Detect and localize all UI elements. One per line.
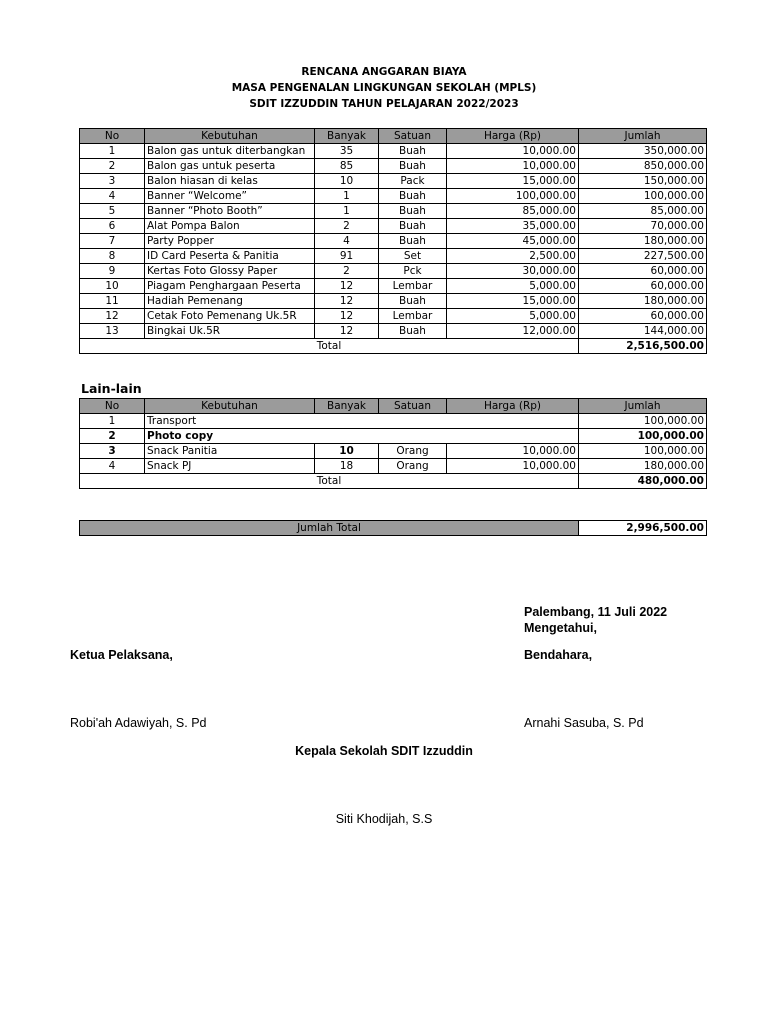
cell-kebutuhan: Balon gas untuk diterbangkan — [145, 144, 315, 159]
cell-no: 3 — [80, 444, 145, 459]
cell-kebutuhan: Bingkai Uk.5R — [145, 324, 315, 339]
table-row — [80, 249, 707, 264]
cell-satuan: Buah — [379, 324, 447, 339]
cell-jumlah: 180,000.00 — [579, 459, 707, 474]
cell-banyak: 4 — [315, 234, 379, 249]
cell-satuan: Pck — [379, 264, 447, 279]
table-header-row — [80, 399, 707, 414]
table-row — [80, 144, 707, 159]
cell-harga: 35,000.00 — [447, 219, 579, 234]
cell-jumlah: 100,000.00 — [579, 189, 707, 204]
total-value: 2,516,500.00 — [579, 339, 707, 354]
table-row — [80, 309, 707, 324]
cell-jumlah: 180,000.00 — [579, 234, 707, 249]
cell-harga: 85,000.00 — [447, 204, 579, 219]
total-row — [80, 339, 707, 354]
cell-kebutuhan: Cetak Foto Pemenang Uk.5R — [145, 309, 315, 324]
cell-satuan: Orang — [379, 444, 447, 459]
cell-no: 4 — [80, 189, 145, 204]
grand-total-value: 2,996,500.00 — [579, 521, 707, 536]
cell-no: 4 — [80, 459, 145, 474]
cell-banyak: 35 — [315, 144, 379, 159]
total-label: Total — [80, 339, 579, 354]
cell-kebutuhan: Banner “Photo Booth” — [145, 204, 315, 219]
cell-no: 3 — [80, 174, 145, 189]
cell-jumlah: 60,000.00 — [579, 264, 707, 279]
table-row — [80, 174, 707, 189]
cell-satuan: Buah — [379, 159, 447, 174]
col-header-banyak: Banyak — [315, 399, 379, 414]
cell-no: 6 — [80, 219, 145, 234]
cell-banyak: 1 — [315, 204, 379, 219]
cell-jumlah: 70,000.00 — [579, 219, 707, 234]
total-label: Total — [80, 474, 579, 489]
cell-satuan: Buah — [379, 294, 447, 309]
cell-harga: 10,000.00 — [447, 444, 579, 459]
table-row — [80, 429, 707, 444]
title-line-3: SDIT IZZUDDIN TAHUN PELAJARAN 2022/2023 — [249, 98, 519, 110]
grand-total-table — [79, 520, 707, 536]
cell-satuan: Lembar — [379, 309, 447, 324]
cell-satuan: Buah — [379, 219, 447, 234]
cell-no: 13 — [80, 324, 145, 339]
cell-satuan: Buah — [379, 204, 447, 219]
cell-harga: 15,000.00 — [447, 174, 579, 189]
cell-harga: 45,000.00 — [447, 234, 579, 249]
cell-jumlah: 180,000.00 — [579, 294, 707, 309]
cell-harga: 5,000.00 — [447, 309, 579, 324]
cell-jumlah: 60,000.00 — [579, 279, 707, 294]
cell-no: 1 — [80, 414, 145, 429]
cell-kebutuhan: Balon hiasan di kelas — [145, 174, 315, 189]
lain-lain-table — [79, 398, 707, 489]
col-header-kebutuhan: Kebutuhan — [145, 399, 315, 414]
ketua-name: Robi'ah Adawiyah, S. Pd — [70, 716, 207, 730]
cell-satuan: Buah — [379, 144, 447, 159]
cell-satuan: Lembar — [379, 279, 447, 294]
cell-banyak: 2 — [315, 219, 379, 234]
kepsek-name: Siti Khodijah, S.S — [335, 812, 433, 826]
cell-kebutuhan: Balon gas untuk peserta — [145, 159, 315, 174]
cell-kebutuhan: Banner “Welcome” — [145, 189, 315, 204]
col-header-banyak: Banyak — [315, 129, 379, 144]
col-header-satuan: Satuan — [379, 399, 447, 414]
cell-no: 8 — [80, 249, 145, 264]
cell-banyak: 1 — [315, 189, 379, 204]
cell-kebutuhan: Piagam Penghargaan Peserta — [145, 279, 315, 294]
table-row — [80, 234, 707, 249]
title-line-2: MASA PENGENALAN LINGKUNGAN SEKOLAH (MPLS) — [231, 82, 537, 94]
total-value: 480,000.00 — [579, 474, 707, 489]
cell-harga: 12,000.00 — [447, 324, 579, 339]
grand-total-row — [80, 521, 707, 536]
bendahara-name: Arnahi Sasuba, S. Pd — [524, 716, 644, 730]
cell-harga: 2,500.00 — [447, 249, 579, 264]
cell-kebutuhan: Kertas Foto Glossy Paper — [145, 264, 315, 279]
cell-no: 1 — [80, 144, 145, 159]
cell-banyak: 12 — [315, 324, 379, 339]
cell-satuan: Buah — [379, 234, 447, 249]
cell-no: 9 — [80, 264, 145, 279]
cell-kebutuhan: Snack Panitia — [145, 444, 315, 459]
cell-no: 12 — [80, 309, 145, 324]
cell-banyak: 2 — [315, 264, 379, 279]
cell-satuan: Pack — [379, 174, 447, 189]
cell-jumlah: 85,000.00 — [579, 204, 707, 219]
col-header-no: No — [80, 129, 145, 144]
col-header-jumlah: Jumlah — [579, 129, 707, 144]
grand-total-label: Jumlah Total — [80, 521, 579, 536]
table-row — [80, 444, 707, 459]
mengetahui-label: Mengetahui, — [524, 621, 597, 635]
cell-kebutuhan: ID Card Peserta & Panitia — [145, 249, 315, 264]
col-header-jumlah: Jumlah — [579, 399, 707, 414]
cell-harga: 30,000.00 — [447, 264, 579, 279]
cell-harga: 10,000.00 — [447, 159, 579, 174]
cell-jumlah: 144,000.00 — [579, 324, 707, 339]
col-header-no: No — [80, 399, 145, 414]
document-title — [0, 64, 768, 112]
place-date: Palembang, 11 Juli 2022 — [524, 605, 668, 619]
cell-harga: 5,000.00 — [447, 279, 579, 294]
cell-banyak: 12 — [315, 279, 379, 294]
cell-jumlah: 850,000.00 — [579, 159, 707, 174]
cell-kebutuhan: Party Popper — [145, 234, 315, 249]
cell-kebutuhan: Hadiah Pemenang — [145, 294, 315, 309]
ketua-title: Ketua Pelaksana, — [70, 648, 173, 662]
cell-satuan: Orang — [379, 459, 447, 474]
cell-jumlah: 60,000.00 — [579, 309, 707, 324]
lain-lain-heading: Lain-lain — [81, 381, 142, 396]
table-row — [80, 159, 707, 174]
table-row — [80, 459, 707, 474]
table-row — [80, 294, 707, 309]
cell-kebutuhan: Transport — [145, 414, 579, 429]
cell-no: 11 — [80, 294, 145, 309]
cell-no: 7 — [80, 234, 145, 249]
table-row — [80, 414, 707, 429]
table-row — [80, 204, 707, 219]
cell-jumlah: 350,000.00 — [579, 144, 707, 159]
cell-banyak: 12 — [315, 309, 379, 324]
budget-table — [79, 128, 707, 354]
cell-jumlah: 100,000.00 — [579, 444, 707, 459]
table-row — [80, 219, 707, 234]
cell-harga: 100,000.00 — [447, 189, 579, 204]
cell-kebutuhan: Snack PJ — [145, 459, 315, 474]
cell-no: 5 — [80, 204, 145, 219]
cell-jumlah: 100,000.00 — [579, 414, 707, 429]
table-row — [80, 264, 707, 279]
table-row — [80, 189, 707, 204]
title-line-1: RENCANA ANGGARAN BIAYA — [301, 66, 467, 78]
cell-banyak: 10 — [315, 174, 379, 189]
cell-banyak: 85 — [315, 159, 379, 174]
cell-satuan: Buah — [379, 189, 447, 204]
cell-kebutuhan: Alat Pompa Balon — [145, 219, 315, 234]
col-header-harga: Harga (Rp) — [447, 129, 579, 144]
cell-no: 2 — [80, 159, 145, 174]
cell-harga: 15,000.00 — [447, 294, 579, 309]
cell-jumlah: 150,000.00 — [579, 174, 707, 189]
cell-kebutuhan: Photo copy — [145, 429, 579, 444]
kepsek-title: Kepala Sekolah SDIT Izzuddin — [295, 744, 473, 758]
bendahara-title: Bendahara, — [524, 648, 593, 662]
col-header-harga: Harga (Rp) — [447, 399, 579, 414]
cell-banyak: 18 — [315, 459, 379, 474]
col-header-satuan: Satuan — [379, 129, 447, 144]
total-row — [80, 474, 707, 489]
cell-no: 2 — [80, 429, 145, 444]
cell-satuan: Set — [379, 249, 447, 264]
cell-no: 10 — [80, 279, 145, 294]
cell-banyak: 91 — [315, 249, 379, 264]
cell-harga: 10,000.00 — [447, 459, 579, 474]
cell-jumlah: 227,500.00 — [579, 249, 707, 264]
table-header-row — [80, 129, 707, 144]
cell-jumlah: 100,000.00 — [579, 429, 707, 444]
table-row — [80, 279, 707, 294]
cell-banyak: 10 — [315, 444, 379, 459]
cell-harga: 10,000.00 — [447, 144, 579, 159]
col-header-kebutuhan: Kebutuhan — [145, 129, 315, 144]
cell-banyak: 12 — [315, 294, 379, 309]
table-row — [80, 324, 707, 339]
